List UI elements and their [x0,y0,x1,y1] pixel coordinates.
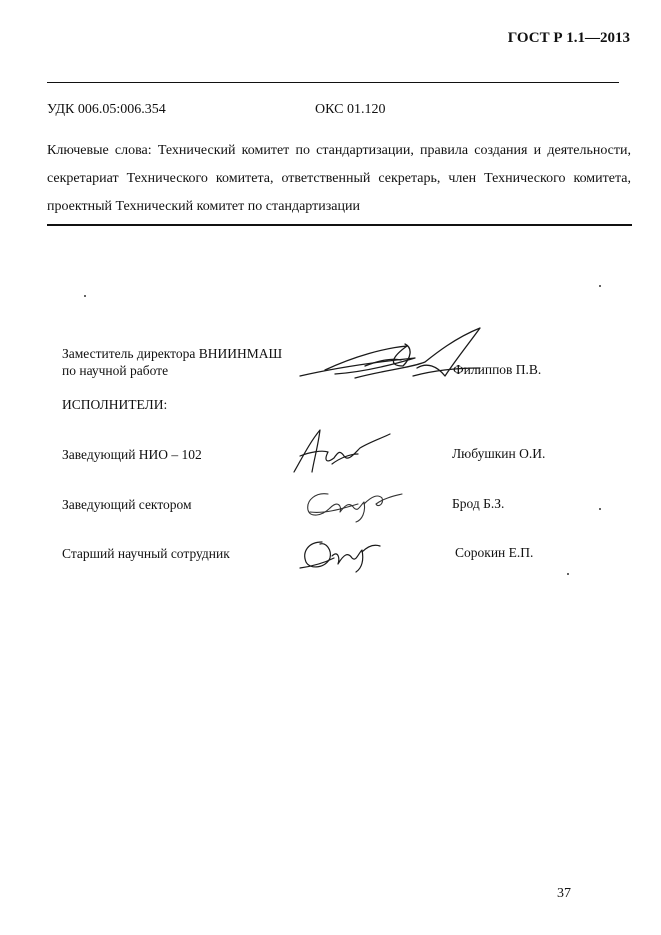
executor-position: Старший научный сотрудник [62,546,230,561]
executor-position: Заведующий сектором [62,497,192,512]
executor-name: Любушкин О.И. [452,446,546,461]
executor-name: Брод Б.З. [452,496,505,511]
head-position-line2: по научной работе [62,363,169,378]
executors-heading: ИСПОЛНИТЕЛИ: [62,397,168,412]
bottom-divider [47,224,632,226]
document-code: ГОСТ Р 1.1—2013 [507,30,630,46]
scan-speck [599,285,601,287]
scan-speck [567,573,569,575]
executor-signature [288,422,398,480]
scan-speck [599,508,601,510]
oks-code: ОКС 01.120 [315,102,386,117]
head-name: Филиппов П.В. [453,362,542,377]
executor-position: Заведующий НИО – 102 [62,447,202,462]
top-divider [47,82,619,83]
head-signature [295,318,495,390]
page-number: 37 [557,886,571,901]
executor-name: Сорокин Е.П. [455,545,534,560]
scan-speck [84,295,86,297]
executor-signature [298,482,410,526]
keywords-paragraph: Ключевые слова: Технический комитет по стандартизации, правила создания и деятельности, секретариат Технического комитета, ответственный секретарь, член Технического комитета, проектный Технический комитет по стандартизации [47,143,631,214]
head-position-line1: Заместитель директора ВНИИНМАШ [62,346,283,361]
udk-code: УДК 006.05:006.354 [47,102,166,117]
executor-signature [296,532,386,576]
